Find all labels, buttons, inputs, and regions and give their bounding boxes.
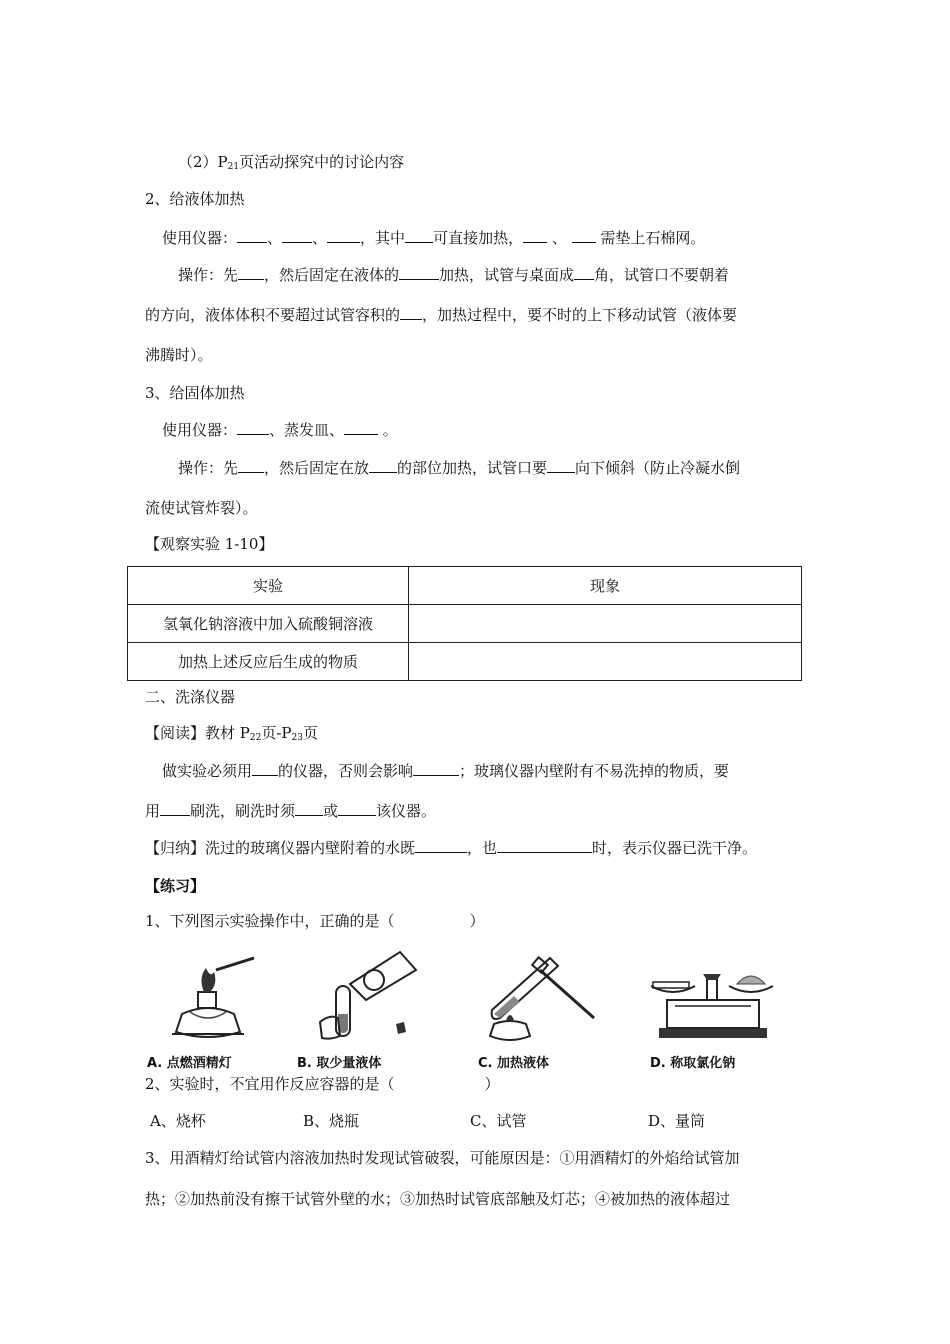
blank[interactable] [160,801,190,816]
balance-scale-icon [645,944,780,1066]
section-heat-liquid-title: 2、给液体加热 [145,190,245,208]
blank[interactable] [399,265,439,280]
option-c[interactable]: C、试管 [470,1112,527,1130]
subsection-2-line [178,152,404,177]
table-cell[interactable] [409,605,802,643]
figure-caption-d: D. 称取氯化钠 [650,1056,736,1071]
observation-title: 【观察实验 1-10】 [145,535,274,553]
blank[interactable] [400,305,422,320]
blank[interactable] [282,228,312,243]
blank[interactable] [238,265,264,280]
blank[interactable] [572,228,596,243]
question-1: 1、下列图示实验操作中，正确的是（ ） [145,912,485,930]
option-b[interactable]: B、烧瓶 [303,1112,360,1130]
blank[interactable] [369,458,397,473]
table-cell: 加热上述反应后生成的物质 [128,643,409,681]
figure-caption-a: A. 点燃酒精灯 [147,1056,232,1071]
blank[interactable] [523,228,547,243]
liquid-operation-line-2: 的方向，液体体积不要超过试管容积的 ，加热过程中，要不时的上下移动试管（液体要 [145,306,738,324]
table-header: 实验 [128,567,409,605]
blank[interactable] [252,761,278,776]
table-row [128,643,802,681]
blank[interactable] [547,458,575,473]
figure-caption-c: C. 加热液体 [478,1056,550,1071]
blank[interactable] [327,228,360,243]
blank[interactable] [405,228,433,243]
question-3-line-2: 热；②加热前没有擦干试管外壁的水；③加热时试管底部触及灯芯；④被加热的液体超过 [145,1190,731,1208]
reading-line: 【阅读】教材 $P_{22}$页$-P_{23}$页 [145,724,318,743]
page-sub: 21 [227,162,240,172]
summary-line: 【归纳】洗过的玻璃仪器内壁附着的水既 ，也 时，表示仪器已洗干净。 [145,839,758,857]
practice-title: 【练习】 [145,877,206,895]
pouring-liquid-icon [300,944,430,1066]
question-2: 2、实验时，不宜用作反应容器的是（ ） [145,1075,500,1093]
alcohol-lamp-lighting-icon [148,944,268,1066]
text: 页活动探究中的讨论内容 [239,153,405,171]
solid-operation-line-2: 流使试管炸裂）。 [145,499,258,517]
liquid-operation-line-1: 操作：先 ，然后固定在液体的 加热，试管与桌面成 角，试管口不要朝着 [178,266,730,284]
figure-caption-b: B. 取少量液体 [297,1056,382,1071]
section-heat-solid-title: 3、给固体加热 [145,384,245,402]
table-cell: 氢氧化钠溶液中加入硫酸铜溶液 [128,605,409,643]
reading-paragraph-2: 用 刷洗，刷洗时须 或 该仪器。 [145,802,437,820]
blank[interactable] [574,265,594,280]
text: （2）P [178,153,228,171]
section-washing-title: 二、洗涤仪器 [145,688,236,706]
question-3-line-1: 3、用酒精灯给试管内溶液加热时发现试管破裂，可能原因是：①用酒精灯的外焰给试管加 [145,1149,740,1167]
blank[interactable] [295,801,323,816]
blank[interactable] [497,838,592,853]
table-header-row [128,567,802,605]
blank[interactable] [238,458,264,473]
solid-instruments-line: 使用仪器： 、蒸发皿、 。 [162,421,398,439]
blank[interactable] [338,801,376,816]
liquid-instruments-line: 使用仪器： 、 、 ，其中 可直接加热， 、 需垫上石棉网。 [162,229,706,247]
heating-test-tube-icon [470,944,600,1066]
blank[interactable] [237,420,269,435]
table-cell[interactable] [409,643,802,681]
solid-operation-line-1: 操作：先 ，然后固定在放 的部位加热，试管口要 向下倾斜（防止冷凝水倒 [178,459,741,477]
option-a[interactable]: A、烧杯 [150,1112,206,1130]
blank[interactable] [415,838,467,853]
blank[interactable] [237,228,267,243]
blank[interactable] [413,761,459,776]
blank[interactable] [344,420,378,435]
option-d[interactable]: D、量筒 [648,1112,706,1130]
table-row [128,605,802,643]
reading-paragraph-1: 做实验必须用 的仪器，否则会影响 ；玻璃仪器内壁附有不易洗掉的物质，要 [162,762,730,780]
liquid-operation-line-3: 沸腾时）。 [145,346,213,364]
table-header: 现象 [409,567,802,605]
observation-table [127,566,802,681]
